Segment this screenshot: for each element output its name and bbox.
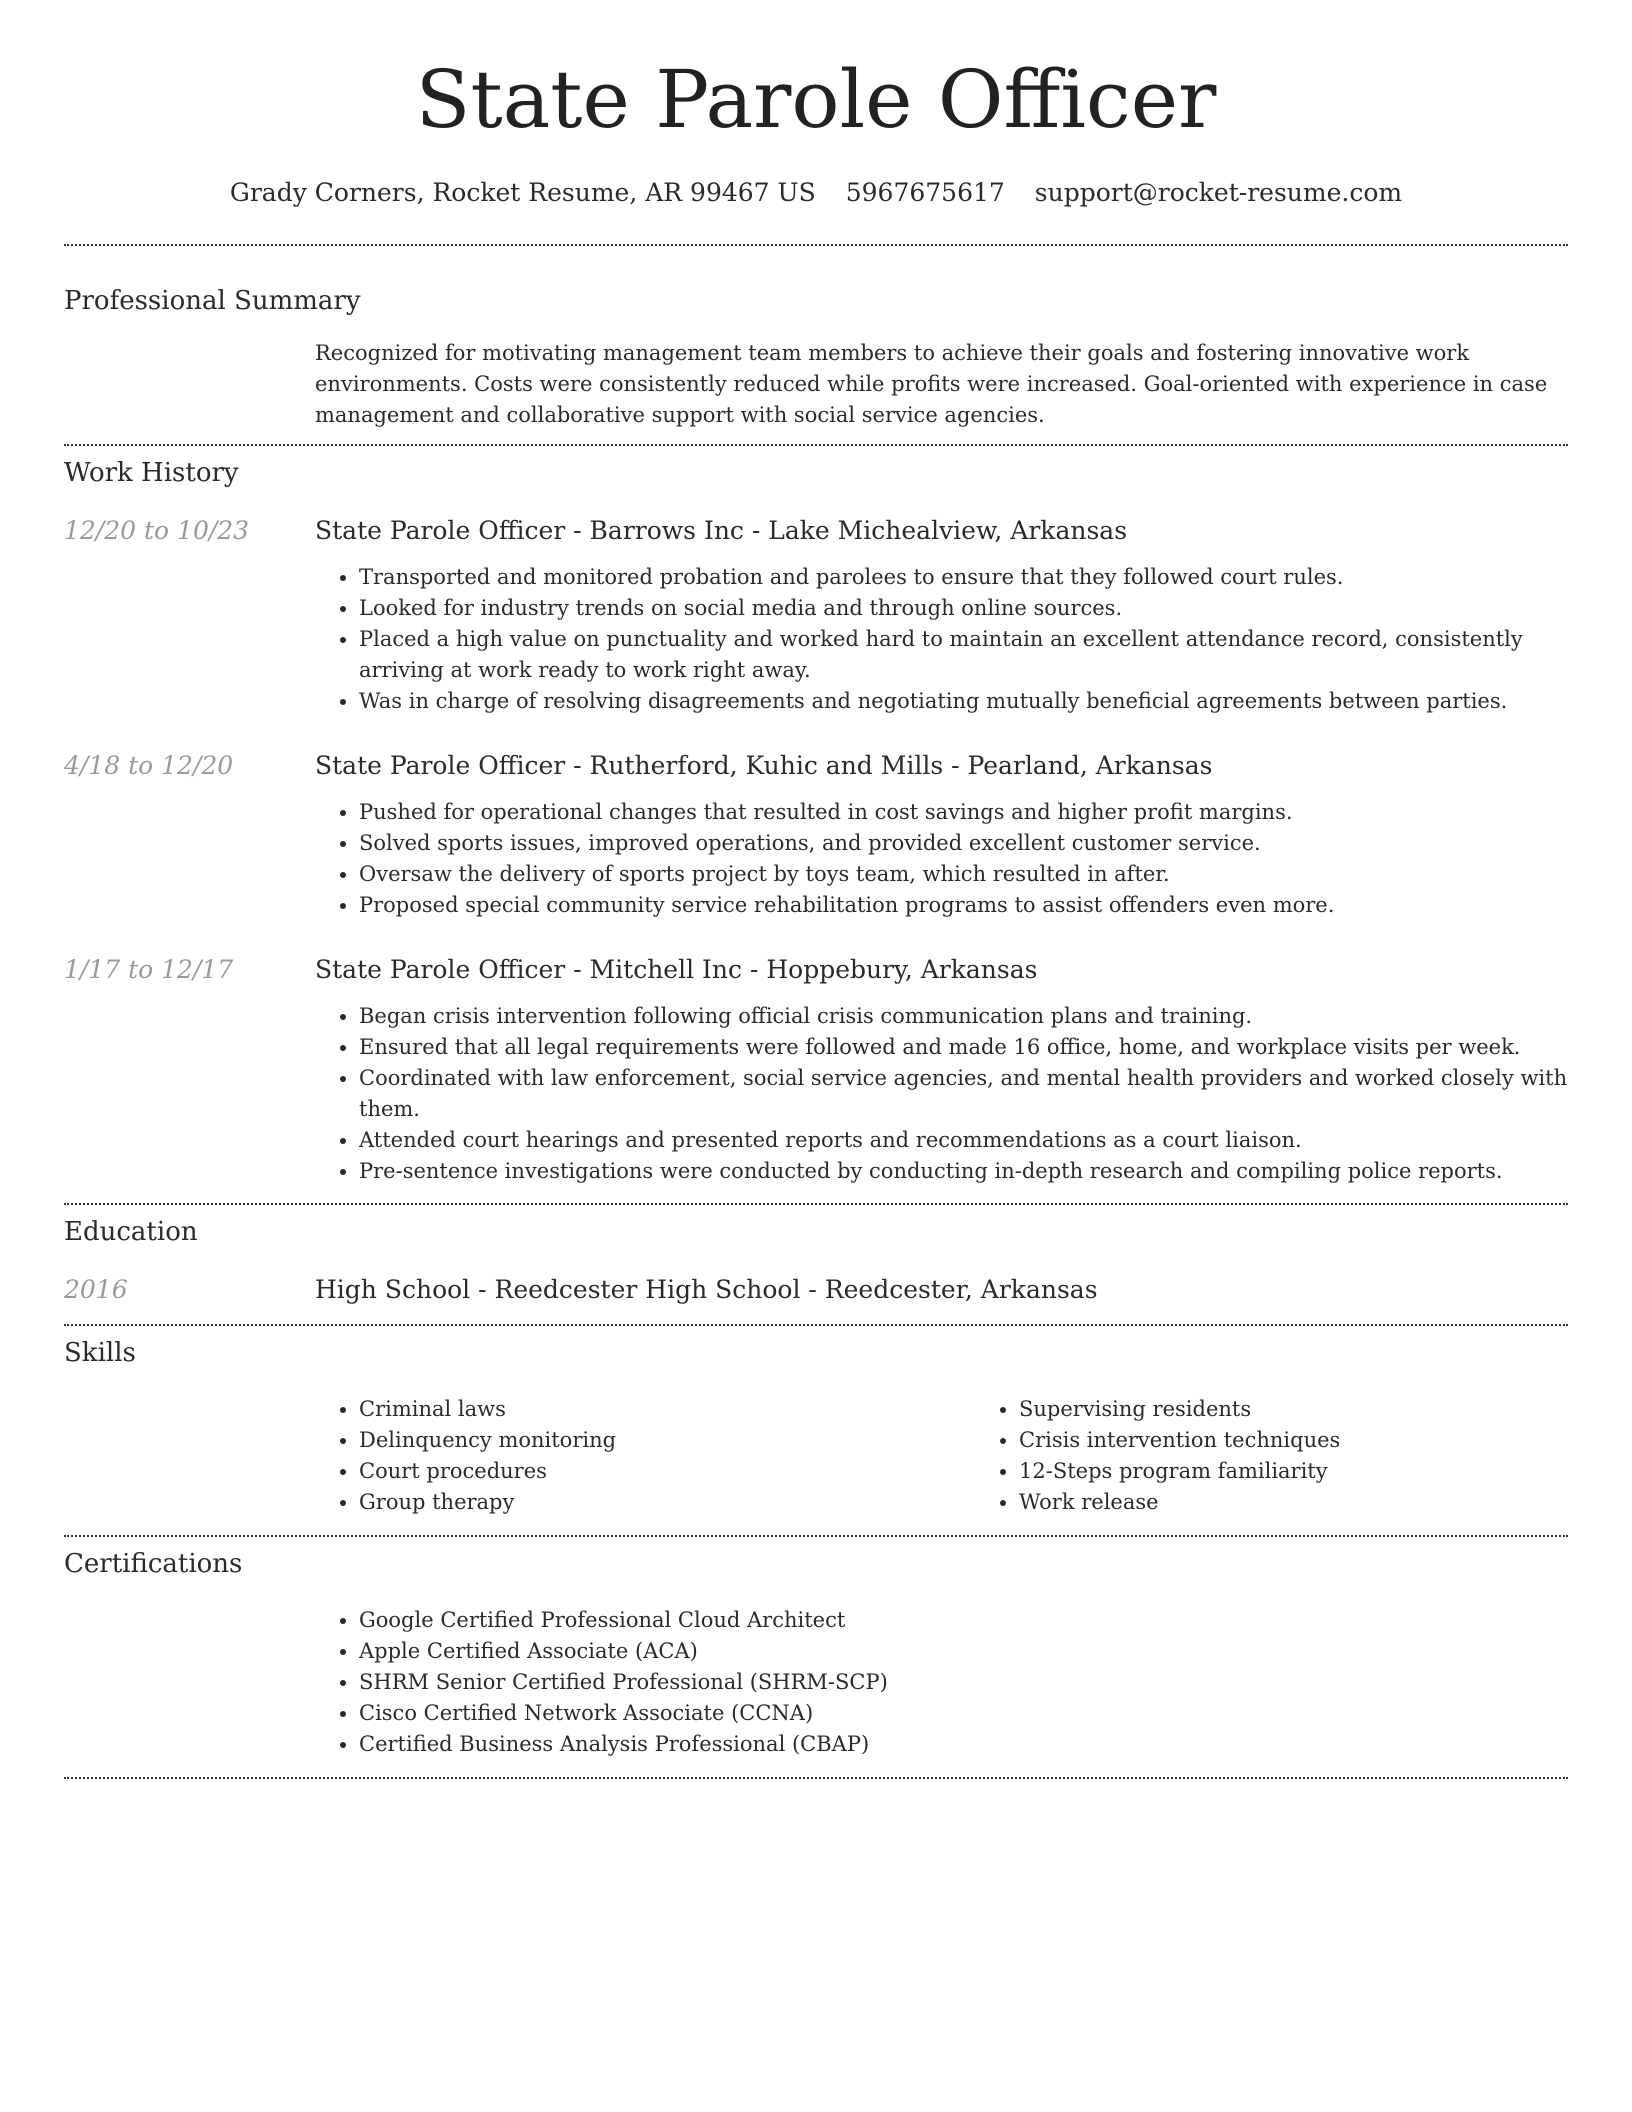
job-entry [64, 955, 1568, 1187]
skill-item: • Supervising residents [1019, 1394, 1632, 1425]
certifications-content [315, 1605, 1568, 1760]
job-bullet: • Coordinated with law enforcement, social service agencies, and mental health providers and worked closely with them. [359, 1063, 1568, 1125]
job-bullets [315, 1001, 1568, 1187]
certifications-left-spacer [64, 1605, 315, 1760]
job-bullet: • Placed a high value on punctuality and worked hard to maintain an excellent attendance record, consistently arriving at work ready to work right away. [359, 624, 1568, 686]
section-divider [64, 1535, 1568, 1537]
section-divider [64, 244, 1568, 246]
education-heading: High School - Reedcester High School - Reedcester, Arkansas [315, 1275, 1098, 1304]
job-bullet: • Looked for industry trends on social media and through online sources. [359, 593, 1568, 624]
skill-item: • Work release [1019, 1487, 1632, 1518]
skill-item: • Criminal laws [359, 1394, 975, 1425]
job-bullet: • Ensured that all legal requirements were followed and made 16 office, home, and workplace visits per week. [359, 1032, 1568, 1063]
education-entry [64, 1275, 1568, 1304]
job-details [315, 751, 1568, 921]
skill-item: • 12-Steps program familiarity [1019, 1456, 1632, 1487]
contact-phone: 5967675617 [845, 178, 1005, 207]
education-section-title: Education [64, 1217, 198, 1247]
job-details [315, 516, 1568, 717]
certifications-section-title: Certifications [64, 1549, 243, 1579]
skills-section-title: Skills [64, 1338, 136, 1368]
job-details [315, 955, 1568, 1187]
skill-item: • Group therapy [359, 1487, 975, 1518]
certification-item: • Cisco Certified Network Associate (CCNA) [359, 1698, 1568, 1729]
job-bullet: • Pushed for operational changes that resulted in cost savings and higher profit margins. [359, 797, 1568, 828]
job-bullet: • Pre-sentence investigations were conducted by conducting in-depth research and compiling police reports. [359, 1156, 1568, 1187]
job-dates: 4/18 to 12/20 [64, 751, 234, 780]
skills-left-spacer [64, 1394, 315, 1518]
job-bullet: • Was in charge of resolving disagreements and negotiating mutually beneficial agreements between parties. [359, 686, 1568, 717]
job-heading: State Parole Officer - Barrows Inc - Lake Michealview, Arkansas [315, 516, 1128, 545]
certification-item: • SHRM Senior Certified Professional (SHRM-SCP) [359, 1667, 1568, 1698]
skill-item: • Court procedures [359, 1456, 975, 1487]
certifications-row [64, 1605, 1568, 1760]
contact-address: Grady Corners, Rocket Resume, AR 99467 US [229, 178, 816, 207]
job-bullet: • Proposed special community service rehabilitation programs to assist offenders even more. [359, 890, 1568, 921]
skill-item: • Crisis intervention techniques [1019, 1425, 1632, 1456]
section-divider [64, 1203, 1568, 1205]
contact-line [64, 178, 1568, 207]
job-dates: 12/20 to 10/23 [64, 516, 250, 545]
skill-item: • Delinquency monitoring [359, 1425, 975, 1456]
section-divider [64, 1777, 1568, 1779]
work-section-title: Work History [64, 458, 239, 488]
job-bullet: • Began crisis intervention following official crisis communication plans and training. [359, 1001, 1568, 1032]
job-entry [64, 516, 1568, 717]
job-bullet: • Attended court hearings and presented reports and recommendations as a court liaison. [359, 1125, 1568, 1156]
skills-row [64, 1394, 1568, 1518]
skills-list-left [315, 1394, 975, 1518]
job-bullet: • Oversaw the delivery of sports project by toys team, which resulted in after. [359, 859, 1568, 890]
summary-text: Recognized for motivating management team members to achieve their goals and fostering innovative work environments. Costs were consistently reduced while profits were increased. Goal-oriented with experience in case management and collaborative support with social service agencies. [315, 341, 1548, 427]
job-entry [64, 751, 1568, 921]
job-dates: 1/17 to 12/17 [64, 955, 234, 984]
job-heading: State Parole Officer - Mitchell Inc - Hoppebury, Arkansas [315, 955, 1038, 984]
section-divider [64, 444, 1568, 446]
job-bullets [315, 797, 1568, 921]
summary-left-spacer [64, 338, 315, 431]
skills-list-right [975, 1394, 1632, 1518]
certification-item: • Apple Certified Associate (ACA) [359, 1636, 1568, 1667]
summary-section-title: Professional Summary [64, 286, 361, 316]
job-bullets [315, 562, 1568, 717]
certifications-list [315, 1605, 1568, 1760]
job-bullet: • Solved sports issues, improved operations, and provided excellent customer service. [359, 828, 1568, 859]
skills-grid [315, 1394, 1632, 1518]
job-bullet: • Transported and monitored probation and parolees to ensure that they followed court rules. [359, 562, 1568, 593]
contact-email: support@rocket-resume.com [1034, 178, 1403, 207]
summary-row [64, 338, 1568, 431]
resume-name: State Parole Officer [415, 53, 1217, 146]
job-heading: State Parole Officer - Rutherford, Kuhic and Mills - Pearland, Arkansas [315, 751, 1213, 780]
certification-item: • Google Certified Professional Cloud Architect [359, 1605, 1568, 1636]
section-divider [64, 1324, 1568, 1326]
certification-item: • Certified Business Analysis Professional (CBAP) [359, 1729, 1568, 1760]
education-year: 2016 [64, 1275, 128, 1304]
